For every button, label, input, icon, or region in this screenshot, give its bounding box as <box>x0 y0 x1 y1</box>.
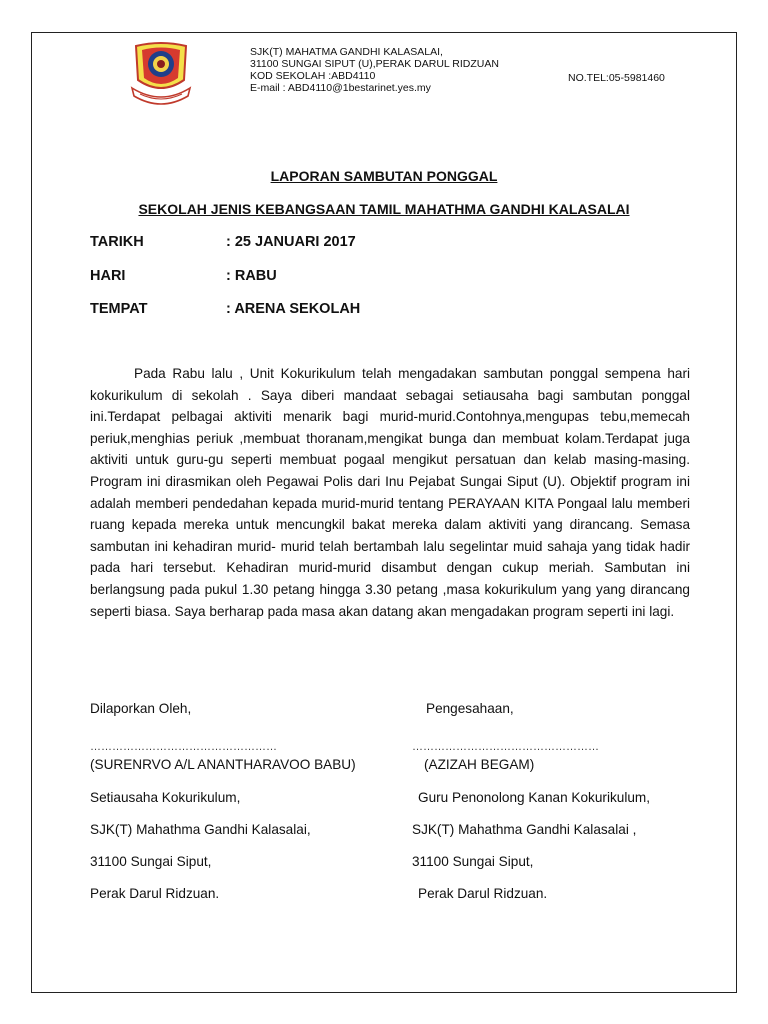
reporter-signature-line: …………………………………………… <box>90 741 277 753</box>
place-row <box>90 301 360 317</box>
letterhead <box>250 46 499 94</box>
school-code: KOD SEKOLAH :ABD4110 <box>250 70 376 82</box>
report-paragraph <box>90 363 690 622</box>
day-row <box>90 268 277 284</box>
date-row <box>90 234 356 250</box>
reporter-heading: Dilaporkan Oleh, <box>90 701 192 716</box>
school-email: E-mail : ABD4110@1bestarinet.yes.my <box>250 82 431 94</box>
reporter-town: 31100 Sungai Siput, <box>90 854 212 869</box>
approver-position: Guru Penonolong Kanan Kokurikulum, <box>418 790 650 805</box>
approver-school: SJK(T) Mahathma Gandhi Kalasalai , <box>412 822 637 837</box>
day-label: HARI <box>90 268 126 284</box>
approver-state: Perak Darul Ridzuan. <box>418 886 548 901</box>
report-body-text: Pada Rabu lalu , Unit Kokurikulum telah mengadakan sambutan ponggal sempena hari kokurikulum di sekolah . Saya diberi mandaat sebagai setiausaha bagi sambutan ponggal ini.Terdapat pelbagai aktiviti menarik bagi murid-murid.Contohnya,mengupas tebu,memecah periuk,menghias periuk ,membuat thoranam,mengikat bunga dan membuat kolam.Terdapat juga aktiviti untuk guru-gu seperti membuat pogaal mengikut persatuan dan kelab masing-masing. Program ini dirasmikan oleh Pegawai Polis dari Inu Pejabat Sungai Siput (U). Objektif program ini adalah memberi pendedahan kepada murid-murid tentang PERAYAAN KITA Pongaal lalu memberi ruang kepada mereka untuk mencungkil bakat mereka dalam aktiviti yang dirancang. Semasa sambutan ini kehadiran murid- murid telah bertambah lalu segelintar muid sahaja yang tidak hadir pada hari tersebut. Kehadiran murid-murid disambut dengan cukup meriah. Sambutan ini berlangsung pada pukul 1.30 petang hingga 3.30 petang ,masa kokurikulum yang yang dirancang seperti biasa. Saya berharap pada masa akan datang akan mengadakan program seperti ini lagi. <box>90 366 690 619</box>
approver-heading: Pengesahaan, <box>426 701 514 716</box>
approver-town: 31100 Sungai Siput, <box>412 854 534 869</box>
reporter-state: Perak Darul Ridzuan. <box>90 886 220 901</box>
date-label: TARIKH <box>90 234 144 250</box>
report-title: LAPORAN SAMBUTAN PONGGAL <box>270 168 498 184</box>
school-phone: NO.TEL:05-5981460 <box>568 72 665 84</box>
place-label: TEMPAT <box>90 301 148 317</box>
date-value: : 25 JANUARI 2017 <box>226 234 356 250</box>
reporter-school: SJK(T) Mahathma Gandhi Kalasalai, <box>90 822 311 837</box>
school-name: SJK(T) MAHATMA GANDHI KALASALAI, <box>250 46 443 58</box>
reporter-position: Setiausaha Kokurikulum, <box>90 790 241 805</box>
school-address: 31100 SUNGAI SIPUT (U),PERAK DARUL RIDZUAN <box>250 58 499 70</box>
day-value: : RABU <box>226 268 277 284</box>
place-value: : ARENA SEKOLAH <box>226 301 361 317</box>
approver-signature-line: …………………………………………… <box>412 741 599 753</box>
reporter-name: (SURENRVO A/L ANANTHARAVOO BABU) <box>90 757 356 772</box>
school-crest-logo <box>128 40 194 110</box>
approver-name: (AZIZAH BEGAM) <box>424 757 535 772</box>
school-full-name: SEKOLAH JENIS KEBANGSAAN TAMIL MAHATHMA GANDHI KALASALAI <box>138 201 630 217</box>
